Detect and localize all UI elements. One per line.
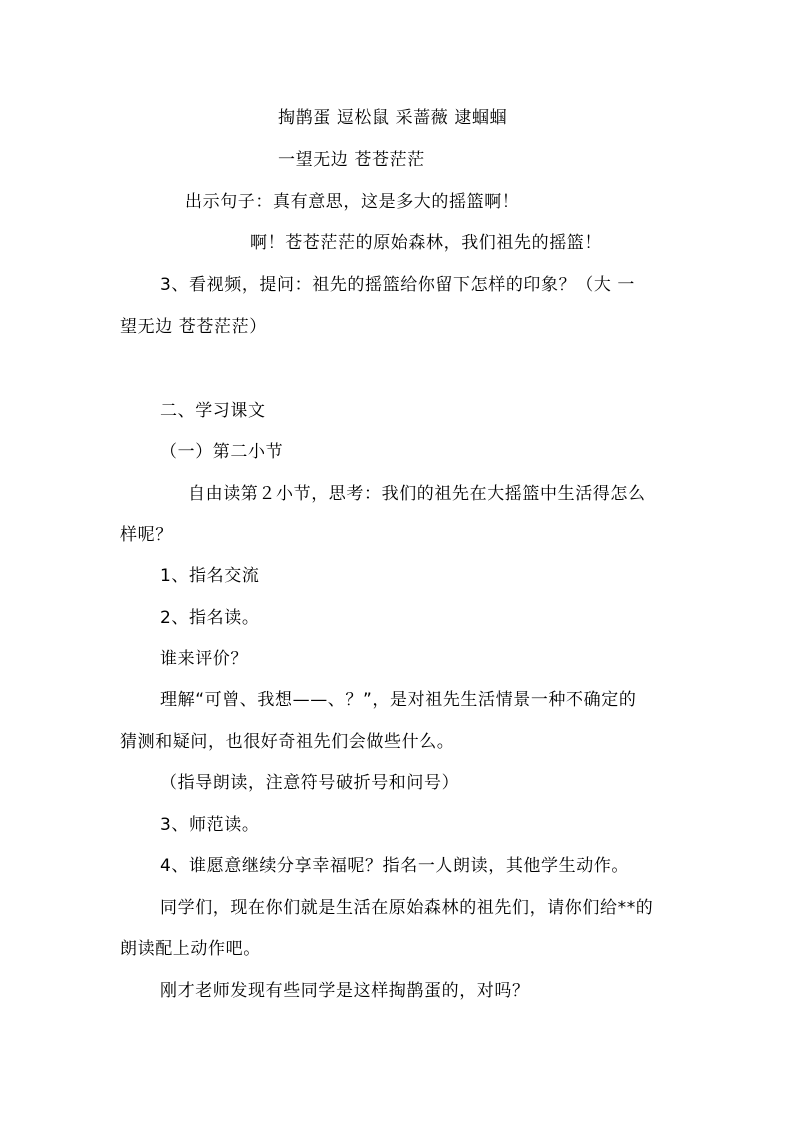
text-line: 4、谁愿意继续分享幸福呢？指名一人朗读，其他学生动作。 bbox=[160, 856, 630, 876]
section-heading: 二、学习课文 bbox=[160, 401, 266, 421]
text-line: 自由读第２小节，思考：我们的祖先在大摇篮中生活得怎么 bbox=[188, 484, 646, 504]
text-line: 出示句子：真有意思，这是多大的摇篮啊！ bbox=[185, 192, 520, 212]
text-line: 朗读配上动作吧。 bbox=[120, 939, 261, 959]
text-line: 理解“可曾、我想——、？”，是对祖先生活情景一种不确定的 bbox=[160, 690, 637, 710]
text-line: 刚才老师发现有些同学是这样掏鹊蛋的，对吗？ bbox=[160, 981, 530, 1001]
text-line: 啊！苍苍茫茫的原始森林，我们祖先的摇篮！ bbox=[250, 233, 602, 253]
text-line: 望无边 苍苍茫茫） bbox=[120, 317, 267, 337]
text-line: 3、师范读。 bbox=[160, 815, 260, 835]
text-line: 样呢？ bbox=[120, 525, 173, 545]
subsection-heading: （一）第二小节 bbox=[160, 442, 284, 462]
text-line: 一望无边 苍苍茫茫 bbox=[278, 150, 425, 170]
text-line: （指导朗读，注意符号破折号和问号） bbox=[160, 773, 460, 793]
text-line: 1、指名交流 bbox=[160, 566, 260, 586]
text-line: 3、看视频，提问：祖先的摇篮给你留下怎样的印象？（大 一 bbox=[160, 275, 636, 295]
text-line: 2、指名读。 bbox=[160, 608, 260, 628]
text-line: 同学们，现在你们就是生活在原始森林的祖先们，请你们给**的 bbox=[160, 898, 654, 918]
text-line: 猜测和疑问，也很好奇祖先们会做些什么。 bbox=[120, 732, 455, 752]
text-line: 掏鹊蛋 逗松鼠 采蔷薇 逮蝈蝈 bbox=[278, 108, 508, 128]
text-line: 谁来评价？ bbox=[160, 649, 248, 669]
